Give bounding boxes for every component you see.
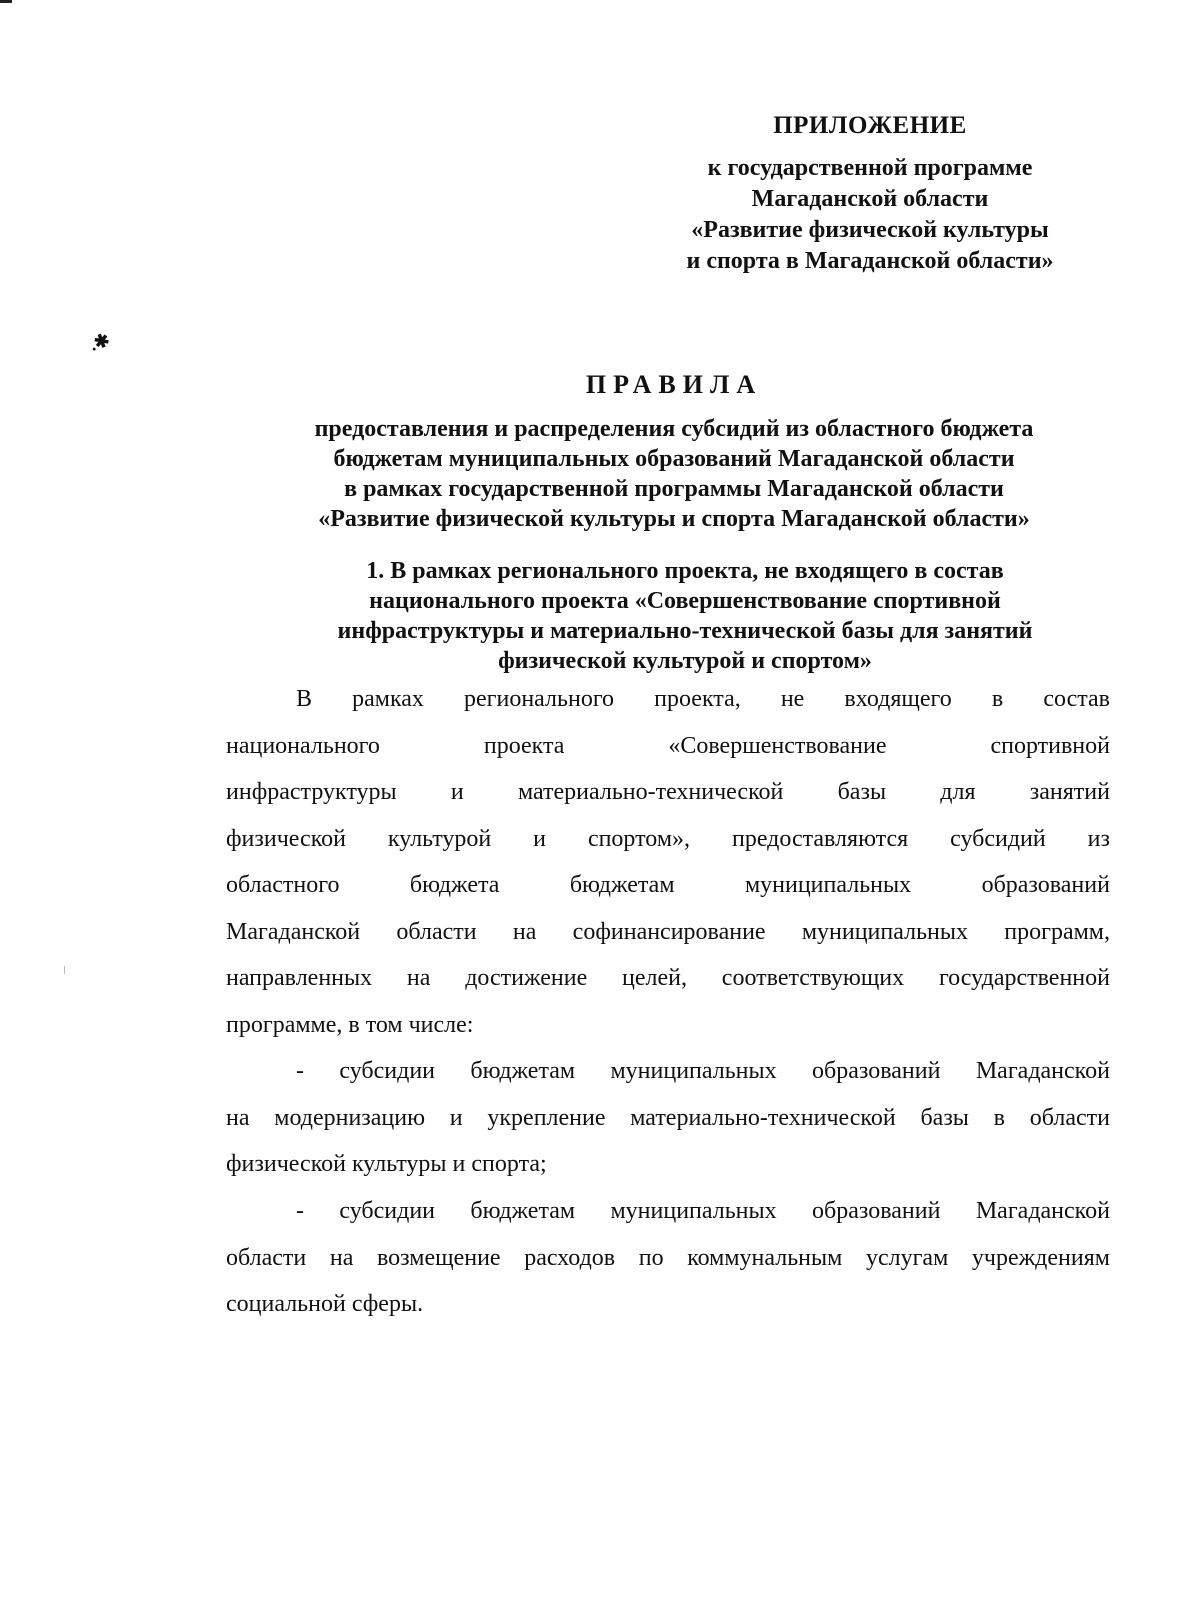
word: не [780, 686, 805, 712]
word: областного [226, 872, 340, 898]
word: программ, [1004, 918, 1110, 945]
word: спортом», [587, 825, 691, 852]
rules-title: ПРАВИЛА [585, 370, 763, 399]
word: субсидий [950, 825, 1046, 852]
word: государственной [938, 965, 1110, 991]
section-heading-line: национального проекта «Совершенствование спортивной [369, 588, 1001, 614]
word: регионального [464, 686, 615, 712]
word: базы [837, 779, 887, 805]
section-heading [250, 556, 1120, 676]
word: на [329, 1244, 354, 1271]
list-item-line: социальной сферы. [226, 1291, 424, 1317]
appendix-line: «Развитие физической культуры [691, 217, 1049, 243]
paragraph-line [226, 723, 1110, 770]
word: материально-технической [517, 779, 784, 805]
paragraph-line [226, 862, 1110, 909]
word: бюджетам [569, 872, 675, 898]
subtitle-line: предоставления и распределения субсидий из областного бюджета [314, 416, 1034, 442]
word: национального [226, 732, 380, 759]
section-heading-line: инфраструктуры и материально-технической базы для занятий [337, 618, 1033, 644]
word: Магаданской [975, 1198, 1110, 1224]
word: области [396, 918, 477, 945]
list-item [226, 1048, 1110, 1188]
word: бюджетам [470, 1198, 576, 1224]
word: расходов [524, 1244, 616, 1271]
subtitle-line: в рамках государственной программы Магаданской области [344, 476, 1004, 502]
word: целей, [622, 965, 688, 991]
word: спортивной [990, 732, 1110, 759]
list-item-line: физической культуры и спорта; [226, 1151, 547, 1177]
paragraph-line [226, 769, 1110, 816]
word: муниципальных [610, 1058, 777, 1084]
paragraph-line [226, 816, 1110, 863]
word: - [296, 1058, 304, 1084]
paragraph-line [226, 909, 1110, 956]
word: муниципальных [744, 872, 912, 898]
word: в [991, 686, 1004, 712]
appendix-title: ПРИЛОЖЕНИЕ [773, 112, 967, 139]
word: входящего [844, 686, 952, 712]
appendix-line: Магаданской области [751, 186, 989, 212]
scan-corner-mark [0, 0, 12, 3]
appendix-header [660, 110, 1080, 277]
list-item-line [226, 1095, 1110, 1142]
word: бюджетам [470, 1058, 576, 1084]
paragraph-line: программе, в том числе: [226, 1011, 474, 1038]
word: муниципальных [610, 1198, 777, 1224]
word: рамках [352, 686, 424, 712]
subtitle-line: бюджетам муниципальных образований Магаданской области [333, 446, 1015, 472]
word: на [226, 1104, 250, 1131]
list-item-line [226, 1048, 1110, 1095]
word: из [1087, 825, 1110, 852]
list-item-line [226, 1188, 1110, 1235]
word: достижение [465, 965, 588, 991]
word: модернизацию [274, 1104, 426, 1131]
word: области [226, 1244, 307, 1271]
word: бюджета [409, 872, 500, 898]
word: укрепление [487, 1104, 606, 1131]
word: области [1029, 1104, 1110, 1131]
word: культурой [387, 825, 492, 852]
word: предоставляются [731, 825, 909, 852]
word: образований [812, 1058, 941, 1084]
word: на [406, 965, 431, 991]
word: по [638, 1244, 664, 1271]
word: коммунальным [687, 1244, 843, 1271]
word: направленных [226, 965, 373, 991]
word: и [533, 825, 546, 852]
word: возмещение [376, 1244, 501, 1271]
word: физической [226, 825, 346, 852]
scan-faint-mark [64, 966, 65, 974]
word: субсидии [339, 1058, 436, 1084]
section-paragraph [226, 676, 1110, 1048]
word: образований [981, 872, 1110, 898]
word: В [296, 686, 313, 712]
list-item-line [226, 1235, 1110, 1282]
word: услугам [865, 1244, 949, 1271]
list-item [226, 1188, 1110, 1328]
word: субсидии [339, 1198, 436, 1224]
word: соответствующих [721, 965, 905, 991]
word: муниципальных [801, 918, 968, 945]
word: «Совершенствование [668, 732, 887, 759]
section-heading-line: 1. В рамках регионального проекта, не входящего в состав [366, 558, 1004, 584]
word: Магаданской [226, 918, 361, 945]
rules-subtitle [224, 414, 1124, 534]
word: образований [812, 1198, 941, 1224]
word: - [296, 1198, 304, 1224]
appendix-line: к государственной программе [707, 155, 1033, 181]
word: на [512, 918, 537, 945]
word: базы [920, 1104, 969, 1131]
word: состав [1043, 686, 1110, 712]
word: занятий [1029, 779, 1110, 805]
word: материально-технической [630, 1104, 896, 1131]
word: в [993, 1104, 1006, 1131]
word: и [449, 1104, 463, 1131]
subtitle-line: «Развитие физической культуры и спорта Магаданской области» [318, 506, 1030, 532]
word: и [450, 779, 464, 805]
appendix-line: и спорта в Магаданской области» [686, 248, 1054, 274]
paragraph-line [226, 955, 1110, 1002]
word: инфраструктуры [226, 779, 397, 805]
word: Магаданской [975, 1058, 1110, 1084]
word: для [940, 779, 976, 805]
word: софинансирование [572, 918, 766, 945]
word: проекта, [654, 686, 741, 712]
section-heading-line: физической культурой и спортом» [498, 648, 872, 674]
word: учреждениям [971, 1244, 1110, 1271]
word: проекта [483, 732, 565, 759]
scan-stray-mark: .✱ [86, 329, 113, 355]
paragraph-line [226, 676, 1110, 723]
